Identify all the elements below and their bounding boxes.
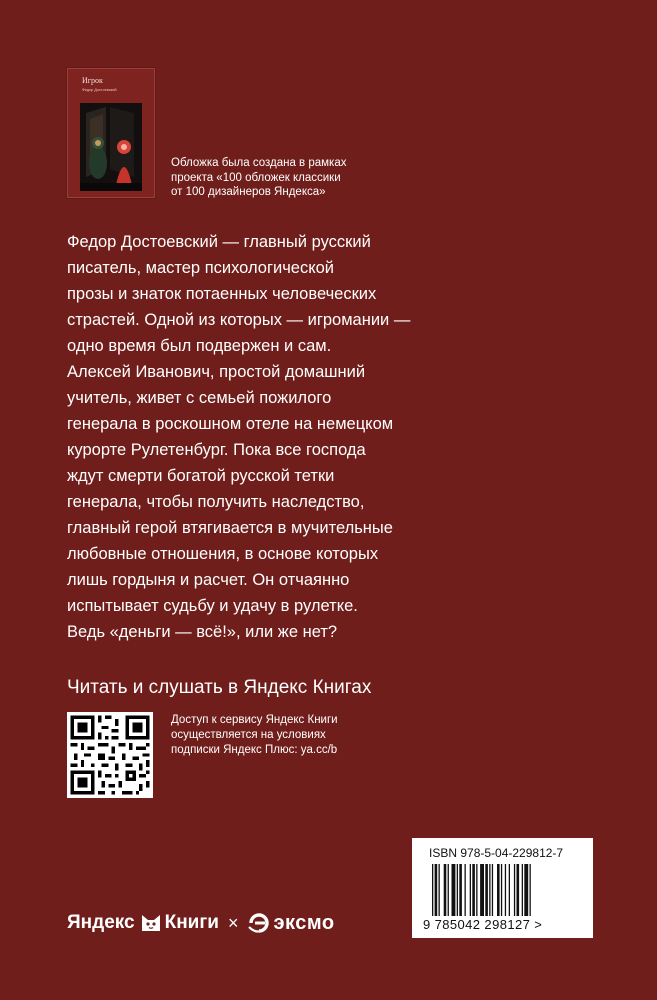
description-line: Алексей Иванович, простой домашний xyxy=(67,363,366,381)
read-and-listen-heading: Читать и слушать в Яндекс Книгах xyxy=(67,677,372,698)
description-line: одно время был подвержен и сам. xyxy=(67,337,332,355)
logo-separator: × xyxy=(227,912,239,933)
description-line: учитель, живет с семьей пожилого xyxy=(67,389,332,407)
book-description xyxy=(67,229,487,645)
eksmo-e-icon xyxy=(247,911,271,935)
cover-caption xyxy=(171,156,391,200)
description-line: курорте Рулетенбург. Пока все господа xyxy=(67,441,366,459)
access-note xyxy=(171,713,371,758)
thumbnail-title: Игрок xyxy=(82,76,103,85)
thumbnail-illustration xyxy=(80,103,142,191)
caption-line: Обложка была создана в рамках xyxy=(171,157,347,169)
barcode-digits: 9 785042 298127 > xyxy=(423,917,543,932)
description-line: прозы и знаток потаенных человеческих xyxy=(67,285,377,303)
knigi-logo-text: Книги xyxy=(164,912,219,933)
qr-code[interactable] xyxy=(67,712,153,798)
publisher-logos xyxy=(67,906,335,940)
barcode-bars xyxy=(432,864,578,916)
caption-line: от 100 дизайнеров Яндекса» xyxy=(171,186,326,198)
yandex-logo-text: Яндекс xyxy=(67,912,135,933)
description-line: писатель, мастер психологической xyxy=(67,259,335,277)
description-line: главный герой втягивается в мучительные xyxy=(67,519,393,537)
description-line: страстей. Одной из которых — игромании — xyxy=(67,311,411,329)
description-line: любовные отношения, в основе которых xyxy=(67,545,379,563)
eksmo-logo-text: эксмо xyxy=(273,911,335,934)
caption-line: проекта «100 обложек классики xyxy=(171,171,341,184)
access-note-line: осуществляется на условиях xyxy=(171,729,326,741)
isbn-barcode xyxy=(412,838,593,938)
isbn-number: ISBN 978-5-04-229812-7 xyxy=(429,846,564,860)
cat-icon xyxy=(140,912,162,934)
cover-thumbnail xyxy=(67,68,155,198)
description-line: Ведь «деньги — всё!», или же нет? xyxy=(67,623,338,641)
description-line: испытывает судьбу и удачу в рулетке. xyxy=(67,597,358,615)
description-line: генерала в роскошном отеле на немецком xyxy=(67,415,394,433)
access-note-line: Доступ к сервису Яндекс Книги xyxy=(171,714,338,726)
access-note-line: подписки Яндекс Плюс: ya.cc/b xyxy=(171,744,338,756)
description-line: генерала, чтобы получить наследство, xyxy=(67,493,365,511)
description-line: Федор Достоевский — главный русский xyxy=(67,233,371,251)
description-line: лишь гордыня и расчет. Он отчаянно xyxy=(67,571,350,589)
description-line: ждут смерти богатой русской тетки xyxy=(67,467,335,485)
thumbnail-author: Федор Достоевский xyxy=(82,88,117,92)
